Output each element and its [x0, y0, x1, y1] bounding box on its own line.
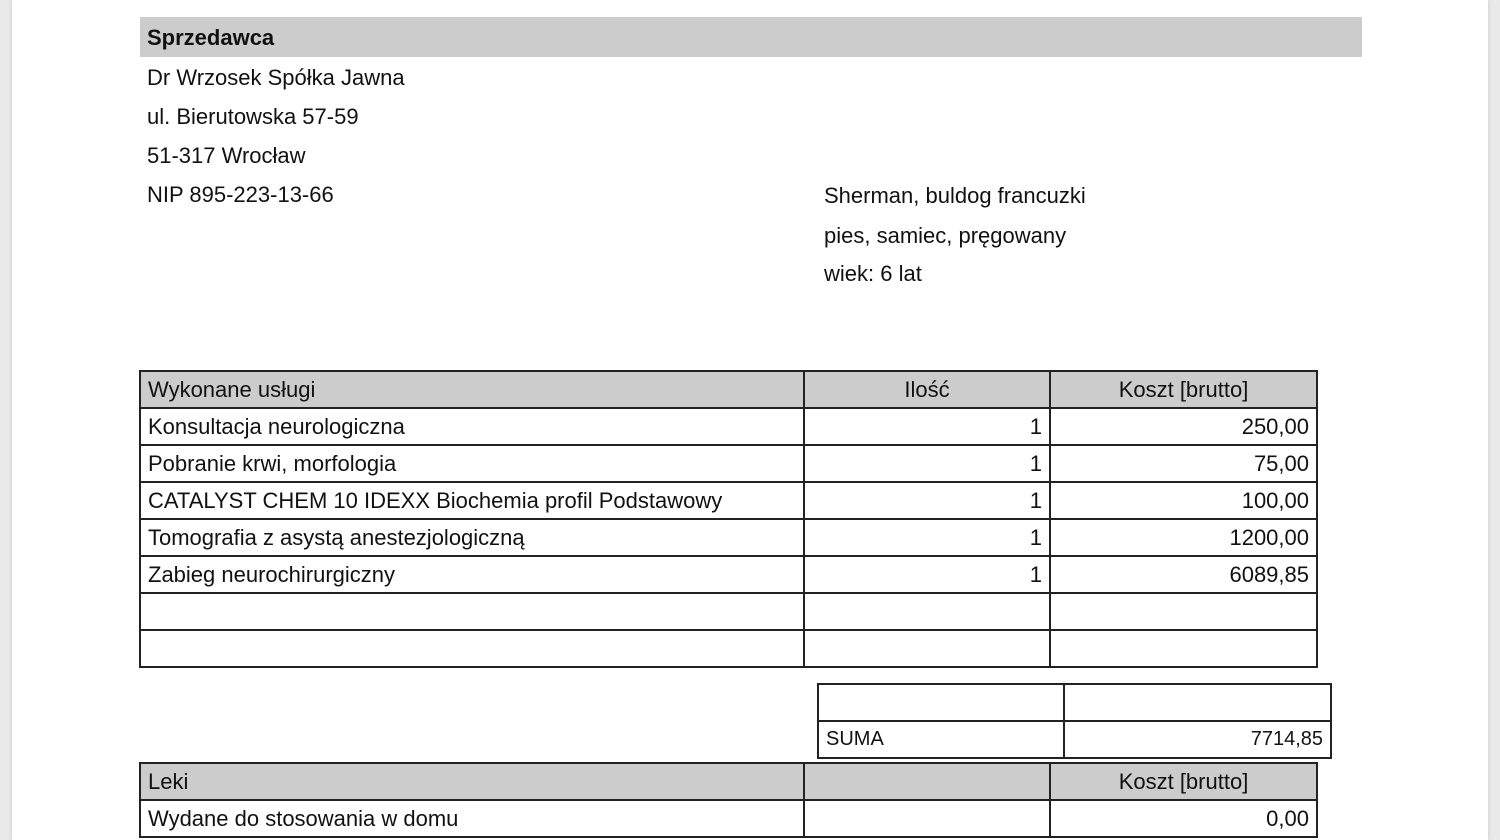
empty-cell — [804, 630, 1050, 667]
services-header-row — [140, 371, 1317, 408]
table-row — [140, 800, 1317, 837]
service-name: CATALYST CHEM 10 IDEXX Biochemia profil Podstawowy — [140, 482, 804, 519]
sum-label: SUMA — [818, 721, 1064, 758]
empty-cell — [1050, 630, 1317, 667]
service-name: Konsultacja neurologiczna — [140, 408, 804, 445]
service-qty: 1 — [804, 519, 1050, 556]
service-name: Pobranie krwi, morfologia — [140, 445, 804, 482]
services-header-qty: Ilość — [804, 371, 1050, 408]
medicines-header-name: Leki — [140, 763, 804, 800]
table-row — [140, 445, 1317, 482]
patient-line-1: Sherman, buldog francuzki — [824, 183, 1086, 208]
service-qty: 1 — [804, 482, 1050, 519]
empty-cell — [804, 800, 1050, 837]
sum-row — [818, 721, 1331, 758]
invoice-page — [12, 0, 1488, 840]
seller-street: ul. Bierutowska 57-59 — [147, 104, 359, 129]
services-table — [139, 370, 1318, 668]
seller-nip: NIP 895-223-13-66 — [147, 182, 334, 207]
seller-city: 51-317 Wrocław — [147, 143, 306, 168]
patient-line-2: pies, samiec, pręgowany — [824, 223, 1067, 248]
empty-cell — [140, 593, 804, 630]
service-cost: 250,00 — [1050, 408, 1317, 445]
service-cost: 75,00 — [1050, 445, 1317, 482]
service-name: Tomografia z asystą anestezjologiczną — [140, 519, 804, 556]
service-qty: 1 — [804, 445, 1050, 482]
service-cost: 100,00 — [1050, 482, 1317, 519]
table-row — [140, 556, 1317, 593]
table-row — [140, 408, 1317, 445]
empty-cell — [818, 684, 1064, 721]
service-qty: 1 — [804, 408, 1050, 445]
seller-header: Sprzedawca — [140, 17, 1362, 57]
patient-line-3: wiek: 6 lat — [824, 261, 922, 286]
sum-table — [817, 683, 1332, 759]
medicines-header-row — [140, 763, 1317, 800]
empty-cell — [1050, 593, 1317, 630]
medicines-table — [139, 762, 1318, 838]
table-row-empty — [140, 630, 1317, 667]
sum-value: 7714,85 — [1064, 721, 1331, 758]
services-header-cost: Koszt [brutto] — [1050, 371, 1317, 408]
service-cost: 6089,85 — [1050, 556, 1317, 593]
medicines-header-cost: Koszt [brutto] — [1050, 763, 1317, 800]
empty-cell — [804, 593, 1050, 630]
medicine-name: Wydane do stosowania w domu — [140, 800, 804, 837]
table-row — [140, 519, 1317, 556]
table-row-empty — [140, 593, 1317, 630]
table-row — [140, 482, 1317, 519]
services-header-name: Wykonane usługi — [140, 371, 804, 408]
empty-cell — [804, 763, 1050, 800]
seller-name: Dr Wrzosek Spółka Jawna — [147, 65, 405, 90]
sum-spacer-row — [818, 684, 1331, 721]
service-name: Zabieg neurochirurgiczny — [140, 556, 804, 593]
empty-cell — [1064, 684, 1331, 721]
service-cost: 1200,00 — [1050, 519, 1317, 556]
medicine-cost: 0,00 — [1050, 800, 1317, 837]
empty-cell — [140, 630, 804, 667]
service-qty: 1 — [804, 556, 1050, 593]
